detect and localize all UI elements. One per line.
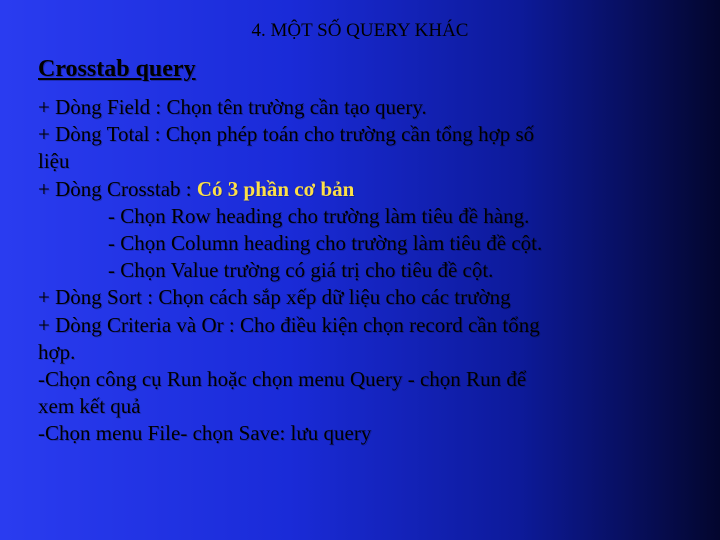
slide-body [38, 94, 698, 448]
text-line: + Dòng Criteria và Or : Cho điều kiện chọn record cần tổng [38, 312, 540, 337]
crosstab-emphasis: Có 3 phần cơ bản [196, 176, 355, 201]
crosstab-line [38, 176, 698, 203]
slide-title: 4. MỘT SỐ QUERY KHÁC [251, 20, 469, 41]
text-line-indented: - Chọn Row heading cho trường làm tiêu đề hàng. [108, 203, 530, 228]
crosstab-label: + Dòng Crosstab : [38, 176, 197, 201]
text-line: -Chọn công cụ Run hoặc chọn menu Query - chọn Run để [38, 367, 527, 392]
section-heading: Crosstab query [38, 56, 196, 82]
text-line: xem kết quả [38, 394, 141, 419]
text-line: hợp. [38, 339, 76, 364]
text-line-indented: - Chọn Column heading cho trường làm tiêu đề cột. [108, 231, 543, 256]
text-line: -Chọn menu File- chọn Save: lưu query [38, 421, 372, 446]
text-line: liệu [38, 149, 70, 174]
text-line: + Dòng Field : Chọn tên trường cần tạo query. [38, 95, 427, 119]
text-line: + Dòng Total : Chọn phép toán cho trường cần tổng hợp số [38, 122, 535, 147]
text-line: + Dòng Sort : Chọn cách sắp xếp dữ liệu cho các trường [38, 285, 511, 310]
text-line-indented: - Chọn Value trường có giá trị cho tiêu đề cột. [108, 258, 494, 283]
